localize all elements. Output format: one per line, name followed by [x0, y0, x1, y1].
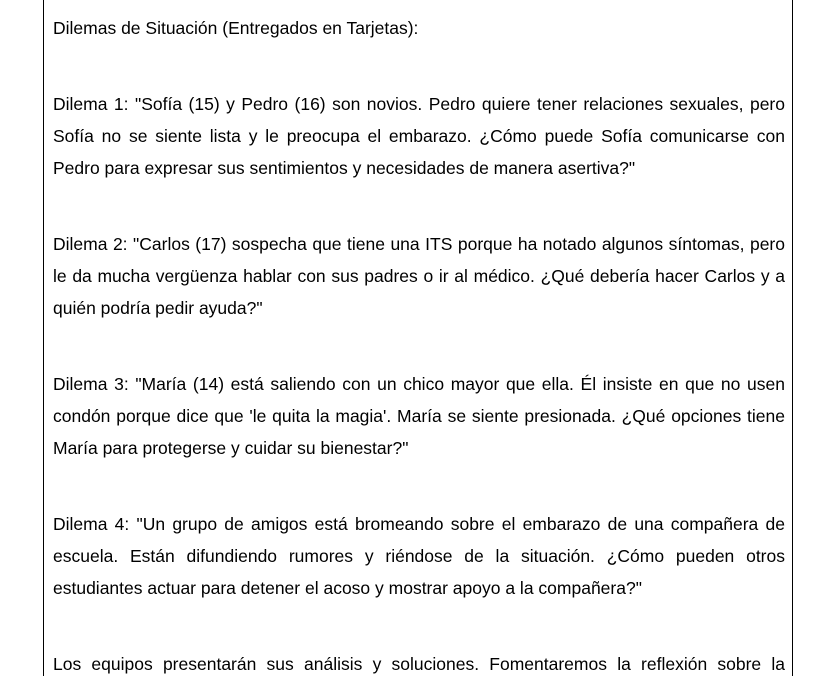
dilemma-1-paragraph: Dilema 1: "Sofía (15) y Pedro (16) son novios. Pedro quiere tener relaciones sexuales, pero Sofía no se siente lista y le preocupa el embarazo. ¿Cómo puede Sofía comunicarse con Pedro para expresar sus sentimientos y necesidades de manera asertiva?"	[53, 94, 785, 178]
section-heading: Dilemas de Situación (Entregados en Tarjetas):	[53, 18, 419, 38]
document-page	[43, 0, 793, 676]
dilemma-2-paragraph: Dilema 2: "Carlos (17) sospecha que tiene una ITS porque ha notado algunos síntomas, pero le da mucha vergüenza hablar con sus padres o ir al médico. ¿Qué debería hacer Carlos y a quién podría pedir ayuda?"	[53, 234, 785, 318]
closing-paragraph: Los equipos presentarán sus análisis y soluciones. Fomentaremos la reflexión sobre la	[53, 654, 785, 674]
document-body	[53, 12, 785, 680]
dilemma-3-paragraph: Dilema 3: "María (14) está saliendo con un chico mayor que ella. Él insiste en que no usen condón porque dice que 'le quita la magia'. María se siente presionada. ¿Qué opciones tiene María para protegerse y cuidar su bienestar?"	[53, 374, 785, 458]
dilemma-4-paragraph: Dilema 4: "Un grupo de amigos está bromeando sobre el embarazo de una compañera de escuela. Están difundiendo rumores y riéndose de la situación. ¿Cómo pueden otros estudiantes actuar para detener el acoso y mostrar apoyo a la compañera?"	[53, 514, 785, 598]
